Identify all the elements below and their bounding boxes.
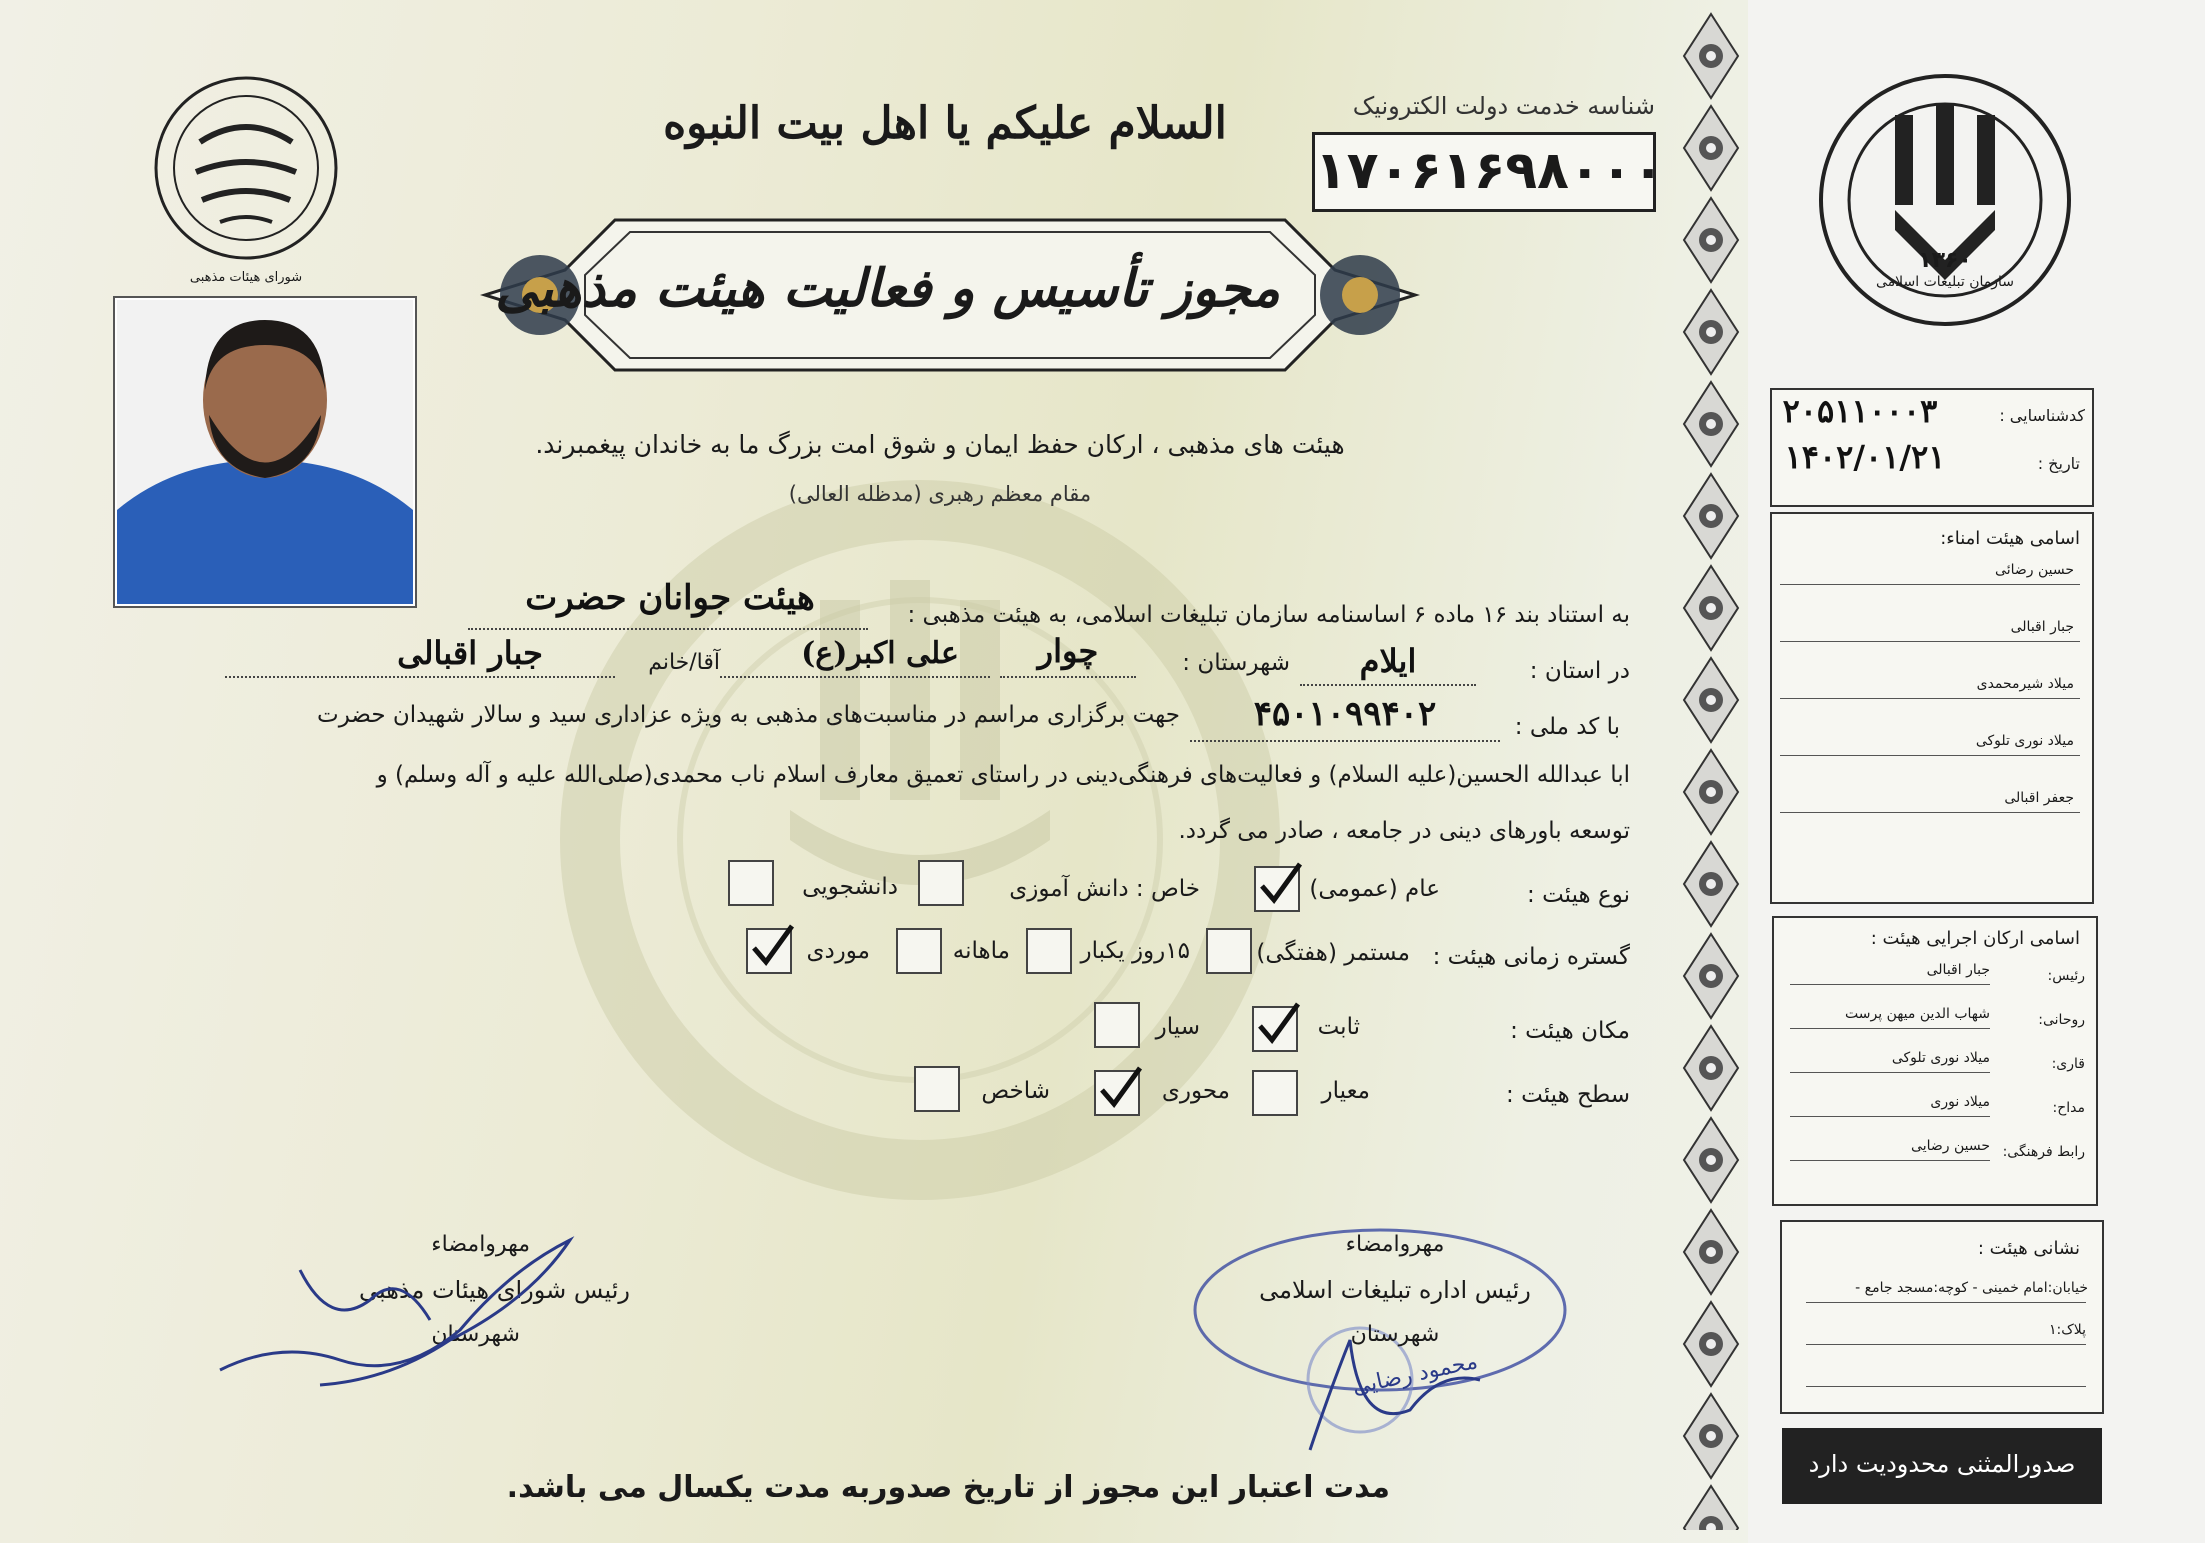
trustee-rule xyxy=(1780,812,2080,813)
exec-role-label: روحانی: xyxy=(2038,1012,2085,1028)
address-line2-rule xyxy=(1806,1344,2086,1345)
body-line5: توسعه باورهای دینی در جامعه ، صادر می گردد. xyxy=(1178,818,1630,844)
address-line3-rule xyxy=(1806,1386,2086,1387)
egov-label: شناسه خدمت دولت الکترونیک xyxy=(1352,92,1655,120)
level-standard-label: معیار xyxy=(1321,1078,1370,1104)
type-public-label: عام (عمومی) xyxy=(1309,876,1440,902)
council-seal-text: شورای هیئات مذهبی xyxy=(189,270,303,285)
council-seal-icon xyxy=(150,72,342,264)
exec-rule xyxy=(1790,1028,1990,1029)
exec-name: میلاد نوری xyxy=(1930,1094,1990,1110)
city-value: چوار xyxy=(1037,632,1099,670)
exec-rule xyxy=(1790,984,1990,985)
trustee-rule xyxy=(1780,698,2080,699)
province-value: ایلام xyxy=(1359,642,1417,680)
egov-number: ۱۷۰۶۱۶۹۸۰۰۰ xyxy=(1315,141,1665,201)
ornament-divider-icon xyxy=(1676,10,1746,1530)
place-label: مکان هیئت : xyxy=(1510,1018,1630,1044)
place-mobile-label: سیار xyxy=(1155,1014,1200,1040)
address-line1: خیابان:امام خمینی - کوچه:مسجد جامع - xyxy=(1855,1280,2088,1296)
type-special-checkbox[interactable] xyxy=(918,860,964,906)
trustees-title: اسامی هیئت امناء: xyxy=(1940,528,2080,549)
place-fixed-label: ثابت xyxy=(1317,1014,1360,1040)
left-signature-icon xyxy=(200,1210,600,1410)
schedule-occasional-checkbox[interactable] xyxy=(746,928,792,974)
address-line2: پلاک:۱ xyxy=(2048,1322,2086,1338)
level-leading-checkbox[interactable] xyxy=(914,1066,960,1112)
place-fixed-checkbox[interactable] xyxy=(1252,1006,1298,1052)
trustee-rule xyxy=(1780,641,2080,642)
national-code-value: ۴۵۰۱۰۹۹۴۰۲ xyxy=(1253,694,1437,734)
body-line1-prefix: به استناد بند ۱۶ ماده ۶ اساسنامه سازمان تبلیغات اسلامی، به هیئت مذهبی : xyxy=(907,602,1630,628)
exec-role-label: رئیس: xyxy=(2047,968,2085,984)
province-dots xyxy=(1300,684,1476,686)
exec-rule xyxy=(1790,1072,1990,1073)
left-sign-title: مهروامضاء xyxy=(431,1232,530,1257)
type-student-checkbox[interactable] xyxy=(728,860,774,906)
date-value: ۱۴۰۲/۰۱/۲۱ xyxy=(1784,438,1946,476)
right-sign-title: مهروامضاء xyxy=(1345,1232,1445,1257)
logo-year: ۱۳۶۰ xyxy=(1918,248,1972,273)
type-label: نوع هیئت : xyxy=(1527,882,1630,908)
heyat-name-value: هیئت جوانان حضرت xyxy=(525,578,815,618)
applicant-photo-icon xyxy=(117,300,413,604)
trustee-name: میلاد شیرمحمدی xyxy=(1976,676,2074,692)
agha-label: آقا/خانم xyxy=(648,650,720,675)
schedule-weekly-label: مستمر (هفتگی) xyxy=(1256,940,1410,966)
duplicate-notice-box xyxy=(1782,1428,2102,1504)
schedule-monthly-label: ماهانه xyxy=(952,938,1010,964)
class-label: کدشناسایی : xyxy=(1999,406,2085,425)
trustee-name: جعفر اقبالی xyxy=(2004,790,2074,806)
license-title: مجوز تأسیس و فعالیت هیئت مذهبی xyxy=(495,258,1280,319)
leader-quote: هیئت های مذهبی ، ارکان حفظ ایمان و شوق امت بزرگ ما به خاندان پیغمبرند. xyxy=(535,430,1345,459)
level-central-checkbox[interactable] xyxy=(1094,1070,1140,1116)
national-code-label: با کد ملی : xyxy=(1514,714,1620,740)
type-special-label: خاص : دانش آموزی xyxy=(1009,876,1200,902)
checkmark-icon xyxy=(750,922,796,972)
trustee-rule xyxy=(1780,755,2080,756)
right-stamp-name: محمود رضایی xyxy=(1350,1349,1480,1400)
body-line4: ابا عبدالله الحسین(علیه السلام) و فعالیت‌های فرهنگی‌دینی در راستای تعمیق معارف اسلام ناب محمدی(صلی‌الله علیه و آله وسلم) و xyxy=(376,762,1630,788)
right-sign-role1: رئیس اداره تبلیغات اسلامی xyxy=(1259,1276,1531,1304)
address-line1-rule xyxy=(1806,1302,2086,1303)
class-value: ۲۰۵۱۱۰۰۰۳ xyxy=(1782,392,1938,430)
duplicate-notice: صدورالمثنی محدودیت دارد xyxy=(1808,1450,2076,1478)
checkmark-icon xyxy=(1098,1064,1144,1114)
exec-name: حسین رضایی xyxy=(1911,1138,1990,1154)
level-label: سطح هیئت : xyxy=(1506,1082,1630,1108)
level-central-label: محوری xyxy=(1161,1078,1230,1104)
validity-text: مدت اعتبار این مجوز از تاریخ صدوربه مدت یکسال می باشد. xyxy=(506,1470,1390,1505)
exec-name: شهاب الدین میهن پرست xyxy=(1845,1006,1990,1022)
body-line3: جهت برگزاری مراسم در مناسبت‌های مذهبی به ویژه عزاداری سید و سالار شهیدان حضرت xyxy=(317,702,1180,728)
type-student-label: دانشجویی xyxy=(802,874,898,900)
address-title: نشانی هیئت : xyxy=(1977,1238,2080,1259)
schedule-monthly-checkbox[interactable] xyxy=(896,928,942,974)
trustee-rule xyxy=(1780,584,2080,585)
exec-name: جبار اقبالی xyxy=(1926,962,1990,978)
exec-rule xyxy=(1790,1116,1990,1117)
exec-role-label: مداح: xyxy=(2052,1100,2085,1116)
exec-name: میلاد نوری تلوکی xyxy=(1891,1050,1990,1066)
schedule-15-label: ۱۵روز یکبار xyxy=(1080,938,1190,964)
level-standard-checkbox[interactable] xyxy=(1252,1070,1298,1116)
heyat-name-cont-value: علی اکبر(ع) xyxy=(801,636,959,671)
exec-role-label: رابط فرهنگی: xyxy=(2002,1144,2085,1160)
quote-attribution: مقام معظم رهبری (مدظله العالی) xyxy=(788,482,1092,506)
date-label: تاریخ : xyxy=(2037,454,2080,473)
heyat-name-dots xyxy=(468,628,868,630)
trustee-name: حسین رضائی xyxy=(1995,562,2074,578)
checkmark-icon xyxy=(1258,860,1304,910)
right-sign-role2: شهرستان xyxy=(1350,1322,1440,1347)
city-dots xyxy=(1000,676,1136,678)
city-label: شهرستان : xyxy=(1182,650,1290,676)
schedule-weekly-checkbox[interactable] xyxy=(1206,928,1252,974)
schedule-label: گستره زمانی هیئت : xyxy=(1432,944,1630,970)
trustee-name: میلاد نوری تلوکی xyxy=(1975,733,2074,749)
egov-number-box xyxy=(1312,132,1665,212)
left-sign-role1: رئیس شورای هیئات مذهبی xyxy=(359,1276,630,1304)
province-label: در استان : xyxy=(1529,658,1630,684)
checkmark-icon xyxy=(1256,1000,1302,1050)
exec-title: اسامی ارکان اجرایی هیئت : xyxy=(1870,928,2080,949)
level-leading-label: شاخص xyxy=(981,1078,1050,1104)
schedule-occasional-label: موردی xyxy=(806,938,870,964)
person-name-value: جبار اقبالی xyxy=(397,634,543,672)
person-name-dots xyxy=(225,676,615,678)
type-public-checkbox[interactable] xyxy=(1254,866,1300,912)
exec-rule xyxy=(1790,1160,1990,1161)
logo-org: سازمان تبلیغات اسلامی xyxy=(1875,274,2015,290)
schedule-15-checkbox[interactable] xyxy=(1026,928,1072,974)
applicant-photo xyxy=(113,296,417,608)
exec-role-label: قاری: xyxy=(2051,1056,2085,1072)
org-logo-icon xyxy=(1815,70,2075,330)
national-code-dots xyxy=(1190,740,1500,742)
trustee-name: جبار اقبالی xyxy=(2010,619,2074,635)
left-sign-role2: شهرستان xyxy=(431,1322,520,1347)
place-mobile-checkbox[interactable] xyxy=(1094,1002,1140,1048)
heyat-name-cont-dots xyxy=(720,676,990,678)
salutation-heading: السلام علیکم یا اهل بیت النبوه xyxy=(663,98,1227,149)
